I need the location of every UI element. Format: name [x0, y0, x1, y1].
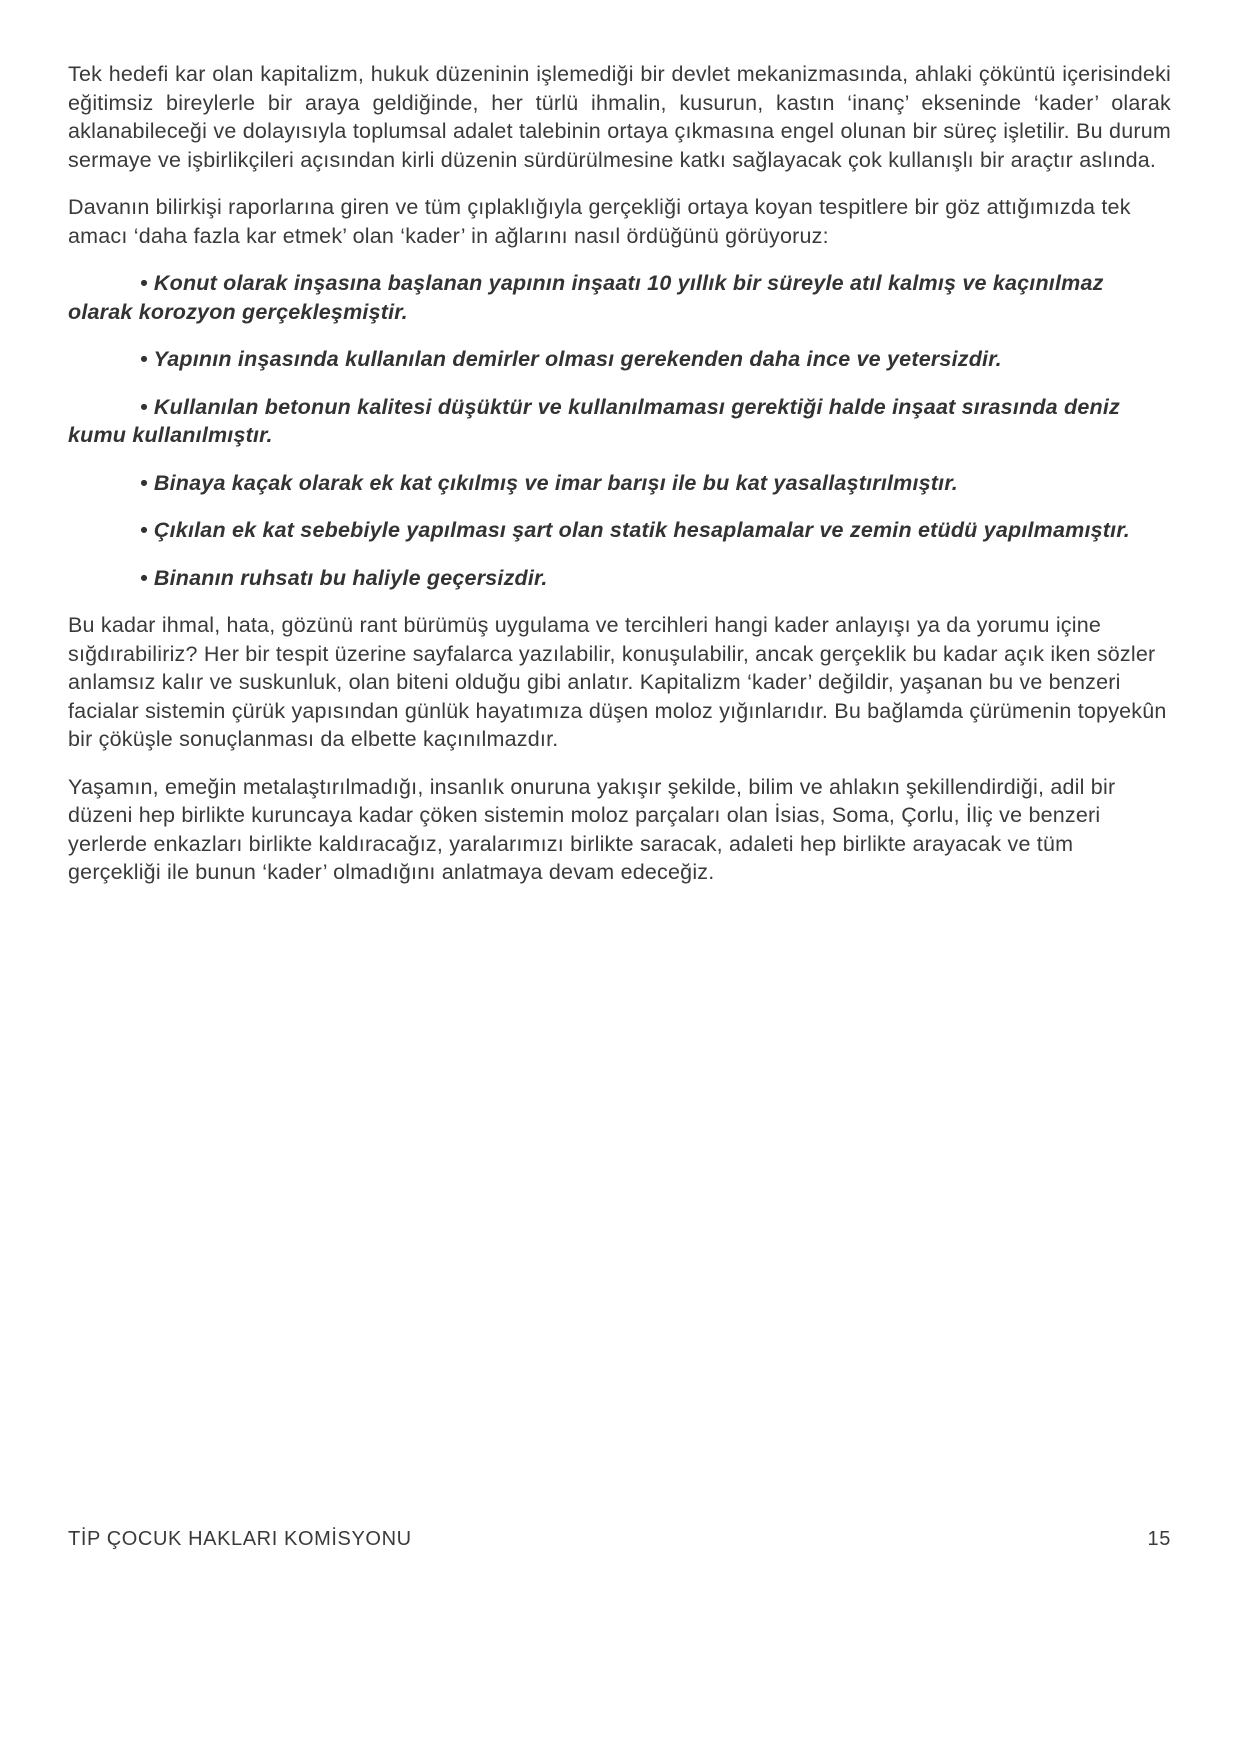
footer-organization-title: TİP ÇOCUK HAKLARI KOMİSYONU	[68, 1528, 412, 1550]
page-footer	[68, 1528, 1171, 1551]
page-number: 15	[1147, 1528, 1171, 1550]
bullet-item: • Binanın ruhsatı bu haliyle geçersizdir.	[140, 565, 548, 590]
bullet-item: • Yapının inşasında kullanılan demirler olması gerekenden daha ince ve yetersizdir.	[140, 347, 1002, 371]
paragraph-intro: Tek hedefi kar olan kapitalizm, hukuk düzeninin işlemediği bir devlet mekanizmasında, ahlaki çöküntü içerisindeki eğitimsiz bireylerle bir araya geldiğinde, her türlü ihmalin, kusurun, kastın ‘inanç’ ekseninde ‘kader’ olarak aklanabileceği ve dolayısıyla toplumsal adalet talebinin ortaya çıkmasına engel olunan bir süreç işletilir. Bu durum sermaye ve işbirlikçileri açısından kirli düzenin sürdürülmesine katkı sağlayacak çok kullanışlı bir araçtır aslında.	[68, 62, 1171, 172]
paragraph-commentary: Bu kadar ihmal, hata, gözünü rant bürümüş uygulama ve tercihleri hangi kader anlayışı ya da yorumu içine sığdırabiliriz? Her bir tespit üzerine sayfalarca yazılabilir, konuşulabilir, ancak gerçeklik bu kadar açık iken sözler anlamsız kalır ve suskunluk, olan biteni olduğu gibi anlatır. Kapitalizm ‘kader’ değildir, yaşanan bu ve benzeri facialar sistemin çürük yapısından günlük hayatımıza düşen moloz yığınlarıdır. Bu bağlamda çürümenin topyekûn bir çöküşle sonuçlanması da elbette kaçınılmazdır.	[68, 613, 1167, 751]
paragraph-expert-report: Davanın bilirkişi raporlarına giren ve tüm çıplaklığıyla gerçekliği ortaya koyan tespitlere bir göz attığımızda tek amacı ‘daha fazla kar etmek’ olan ‘kader’ in ağlarını nasıl ördüğünü görüyoruz:	[68, 195, 1131, 248]
bullet-item: • Konut olarak inşasına başlanan yapının inşaatı 10 yıllık bir süreyle atıl kalmış ve kaçınılmaz olarak korozyon gerçekleşmiştir.	[68, 271, 1104, 324]
paragraph-closing: Yaşamın, emeğin metalaştırılmadığı, insanlık onuruna yakışır şekilde, bilim ve ahlakın şekillendirdiği, adil bir düzeni hep birlikte kuruncaya kadar çöken sistemin moloz parçaları olan İsias, Soma, Çorlu, İliç ve benzeri yerlerde enkazları birlikte kaldıracağız, yaralarımızı birlikte saracak, adaleti hep birlikte arayacak ve tüm gerçekliği ile bunun ‘kader’ olmadığını anlatmaya devam edeceğiz.	[68, 774, 1116, 884]
bullet-item: • Çıkılan ek kat sebebiyle yapılması şart olan statik hesaplamalar ve zemin etüdü yapılmamıştır.	[140, 518, 1130, 542]
bullet-item: • Kullanılan betonun kalitesi düşüktür ve kullanılmaması gerektiği halde inşaat sırasında deniz kumu kullanılmıştır.	[68, 394, 1120, 447]
bullet-item: • Binaya kaçak olarak ek kat çıkılmış ve imar barışı ile bu kat yasallaştırılmıştır.	[140, 470, 958, 495]
